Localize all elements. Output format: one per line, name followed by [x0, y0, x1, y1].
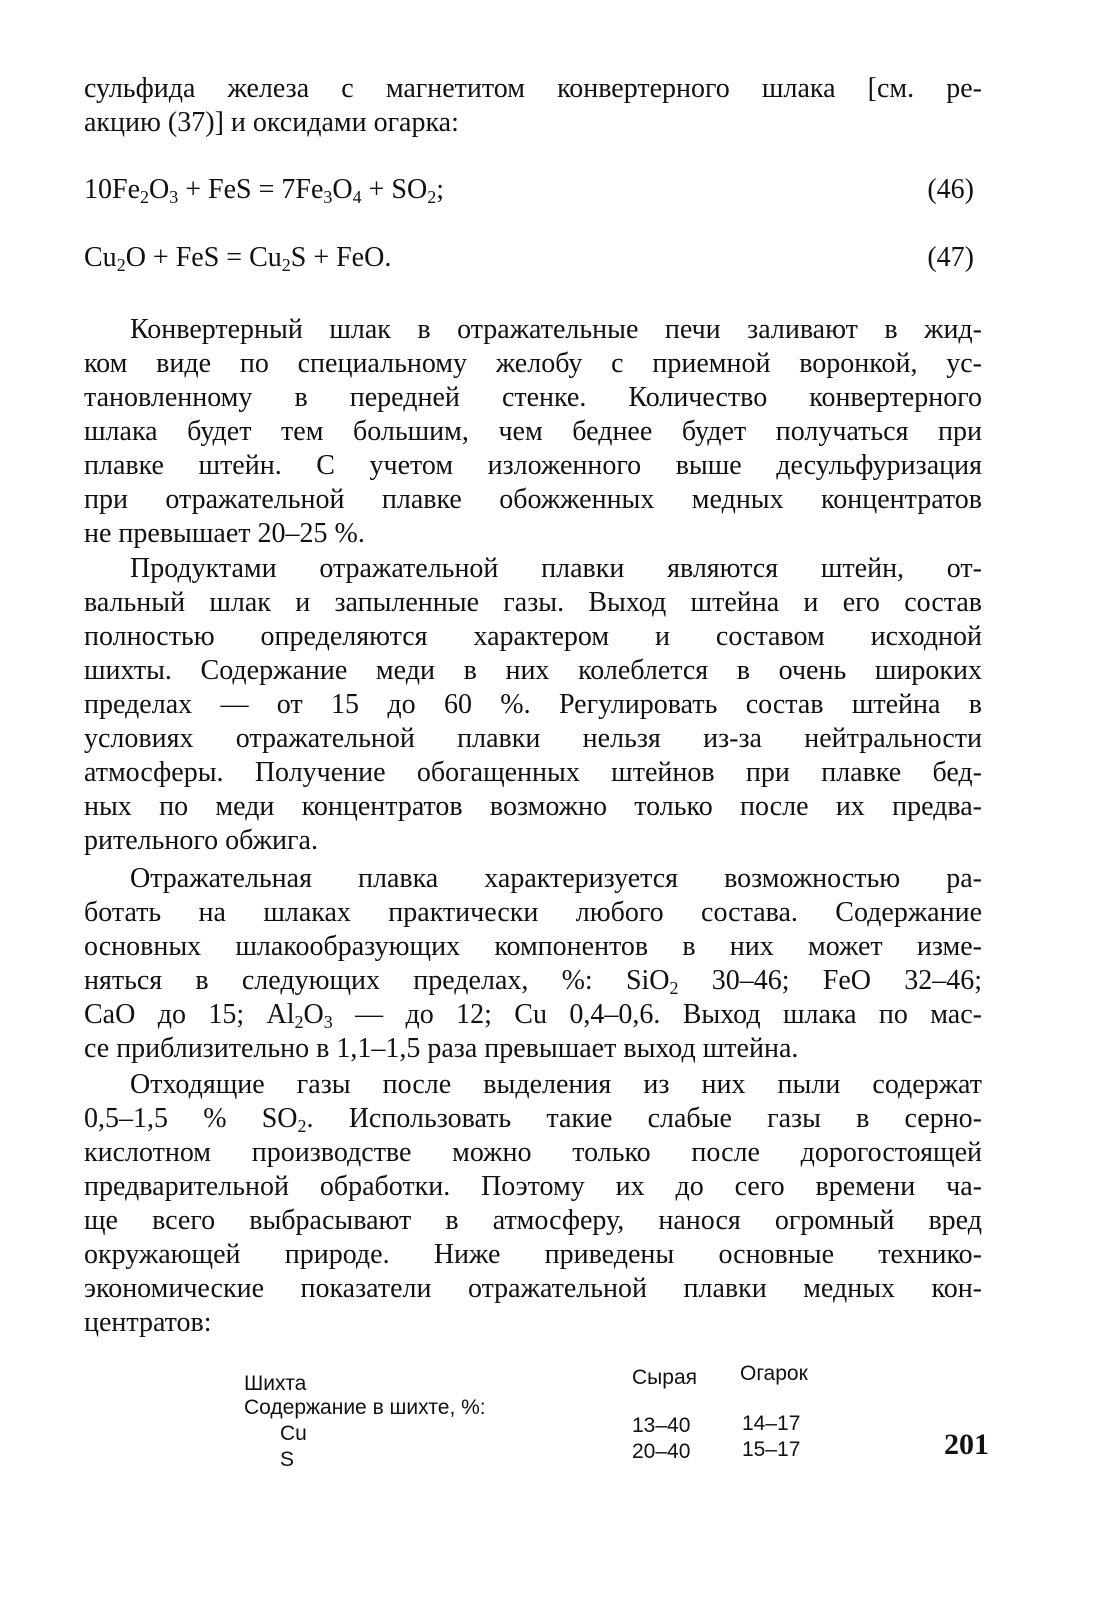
table-cell: 20–40: [632, 1440, 691, 1463]
text-line: пределах — от 15 до 60 %. Регулировать состав штейна в: [84, 689, 982, 720]
equation-formula: $10Fe_2O_3$ + FeS = $7Fe_3O_4 + SO_2$;: [84, 174, 444, 207]
text-line: при отражательной плавке обожженных медных концентратов: [84, 484, 982, 515]
equation-formula: $Cu_2O$ + FeS = $Cu_2S$ + FeO.: [84, 242, 392, 275]
text-line: шлака будет тем большим, чем беднее будет получаться при: [84, 416, 982, 447]
text-line: Продуктами отражательной плавки являются штейн, от-: [130, 553, 982, 584]
equation-46: [84, 173, 982, 207]
text-line: кислотном производстве можно только после дорогостоящей: [84, 1137, 982, 1168]
text-line: ботать на шлаках практически любого состава. Содержание: [84, 897, 982, 928]
text-line: ком виде по специальному желобу с приемной воронкой, ус-: [84, 348, 982, 379]
text-line: полностью определяются характером и составом исходной: [84, 621, 982, 652]
text-line: шихты. Содержание меди в них колеблется в очень широких: [84, 655, 982, 686]
text-line: ных по меди концентратов возможно только после их предва-: [84, 791, 982, 822]
text-line: се приблизительно в 1,1–1,5 раза превышает выход штейна.: [84, 1033, 799, 1064]
text-line: Конвертерный шлак в отражательные печи заливают в жид-: [130, 314, 982, 345]
table-cell: 13–40: [632, 1414, 691, 1437]
text-line: атмосферы. Получение обогащенных штейнов при плавке бед-: [84, 757, 982, 788]
text-line: тановленному в передней стенке. Количество конвертерного: [84, 382, 982, 413]
text-line: няться в следующих пределах, %: SiO$_2$ 30–46; FeO 32–46;: [84, 965, 982, 998]
table-row-label: Cu: [280, 1422, 307, 1445]
page-number: 201: [944, 1428, 989, 1461]
table-cell: 14–17: [742, 1412, 801, 1435]
text-line: акцию (37)] и оксидами огарка:: [84, 107, 459, 138]
text-line: предварительной обработки. Поэтому их до сего времени ча-: [84, 1171, 982, 1202]
text-line: плавке штейн. С учетом изложенного выше десульфуризация: [84, 450, 982, 481]
text-line: условиях отражательной плавки нельзя из-за нейтральности: [84, 723, 982, 754]
table-column-header: Огарок: [740, 1362, 808, 1385]
text-line: 0,5–1,5 % $SO_2$. Использовать такие слабые газы в серно-: [84, 1103, 982, 1136]
table-row-label: Содержание в шихте, %:: [244, 1396, 486, 1419]
text-line: Отражательная плавка характеризуется возможностью ра-: [130, 863, 982, 894]
table-row-label: Шихта: [244, 1372, 307, 1395]
text-line: рительного обжига.: [84, 825, 318, 856]
equation-number: (47): [927, 242, 974, 273]
text-line: центратов:: [84, 1307, 212, 1338]
table-column-header: Сырая: [632, 1366, 697, 1389]
text-line: не превышает 20–25 %.: [84, 518, 365, 549]
table-row-label: S: [280, 1448, 295, 1471]
text-line: CaO до 15; $Al_2O_3$ — до 12; Cu 0,4–0,6. Выход шлака по мас-: [84, 999, 982, 1032]
text-line: окружающей природе. Ниже приведены основные технико-: [84, 1239, 982, 1270]
table-cell: 15–17: [742, 1438, 801, 1461]
text-line: вальный шлак и запыленные газы. Выход штейна и его состав: [84, 587, 982, 618]
text-line: экономические показатели отражательной плавки медных кон-: [84, 1273, 982, 1304]
equation-47: [84, 241, 982, 275]
equation-number: (46): [927, 174, 974, 205]
text-line: основных шлакообразующих компонентов в них может изме-: [84, 931, 982, 962]
text-line: сульфида железа с магнетитом конвертерного шлака [см. ре-: [84, 73, 982, 104]
text-line: ще всего выбрасывают в атмосферу, нанося огромный вред: [84, 1205, 982, 1236]
text-line: Отходящие газы после выделения из них пыли содержат: [130, 1069, 982, 1100]
